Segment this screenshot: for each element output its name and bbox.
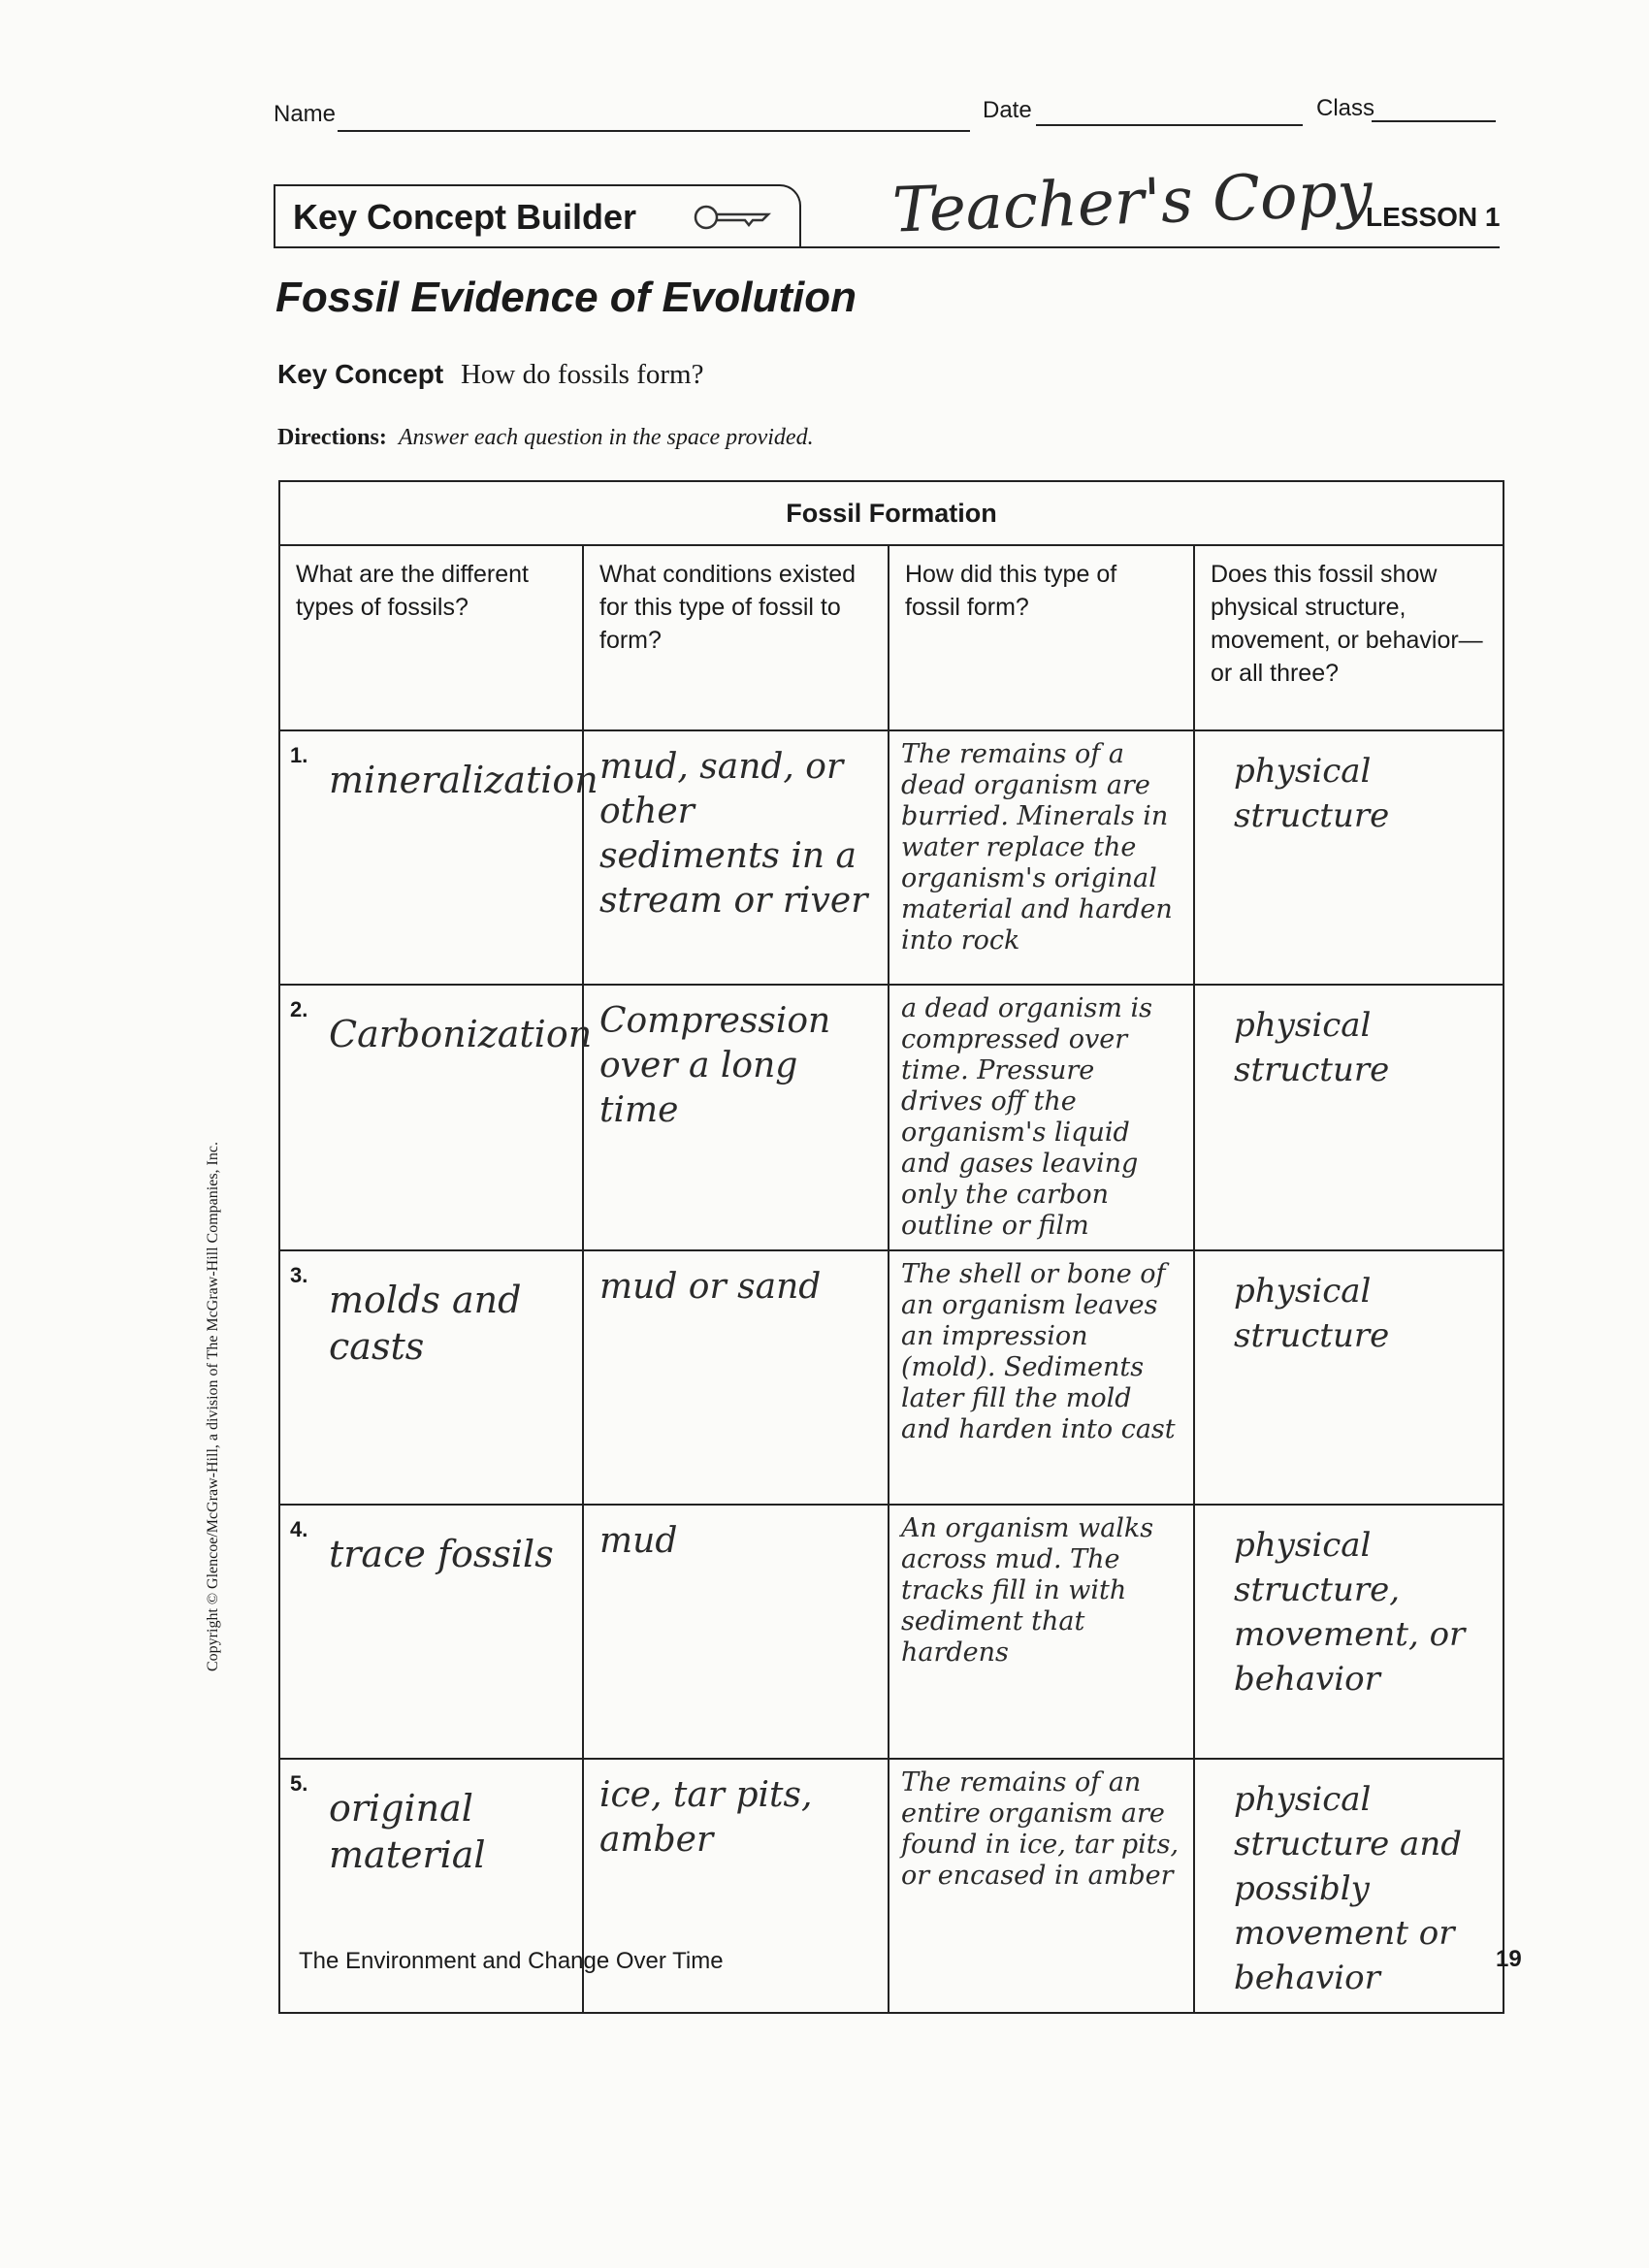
fossil-type-answer: molds and casts	[329, 1279, 522, 1368]
how-formed-answer: a dead organism is compressed over time. Pressure drives off the organism's liquid and gases leaving only the carbon outline or film	[901, 993, 1153, 1241]
class-label: Class	[1316, 95, 1375, 121]
column-header-conditions: What conditions existed for this type of fossil to form?	[583, 545, 889, 730]
table-row	[279, 1505, 1504, 1759]
how-formed-cell[interactable]	[889, 1759, 1194, 2013]
how-formed-answer: The remains of a dead organism are burried. Minerals in water replace the organism's original material and harden into rock	[901, 739, 1173, 956]
teacher-copy-note: Teacher's Copy	[890, 158, 1374, 247]
row-number: 3.	[290, 1263, 308, 1287]
column-header-shows: Does this fossil show physical structure, movement, or behavior—or all three?	[1194, 545, 1504, 730]
key-icon	[693, 198, 774, 242]
table-title: Fossil Formation	[279, 481, 1504, 545]
table-row	[279, 730, 1504, 985]
row-number: 2.	[290, 997, 308, 1021]
shows-answer: physical structure	[1234, 752, 1390, 835]
conditions-answer: Compression over a long time	[599, 1001, 831, 1130]
fossil-type-answer: trace fossils	[329, 1533, 554, 1575]
shows-cell[interactable]	[1194, 1759, 1504, 2013]
column-header-types: What are the different types of fossils?	[279, 545, 583, 730]
page-title: Fossil Evidence of Evolution	[275, 274, 857, 321]
how-formed-answer: An organism walks across mud. The tracks fill in with sediment that hardens	[901, 1513, 1154, 1668]
fossil-type-answer: original material	[329, 1787, 486, 1876]
how-formed-cell[interactable]	[889, 1250, 1194, 1505]
date-label: Date	[983, 97, 1032, 123]
directions-text: Answer each question in the space provided.	[398, 425, 814, 450]
shows-answer: physical structure and possibly movement or behavior	[1234, 1780, 1462, 1997]
key-concept	[277, 359, 703, 391]
conditions-answer: mud, sand, or other sediments in a stream or river	[599, 747, 868, 921]
row-number: 5.	[290, 1771, 308, 1796]
how-formed-cell[interactable]	[889, 985, 1194, 1250]
footer-unit-title: The Environment and Change Over Time	[299, 1948, 724, 1974]
row-number: 1.	[290, 743, 308, 767]
builder-label: Key Concept Builder	[293, 197, 637, 237]
conditions-cell[interactable]	[583, 730, 889, 985]
directions-label: Directions:	[277, 425, 387, 450]
name-field[interactable]	[338, 130, 970, 132]
date-field[interactable]	[1036, 124, 1303, 126]
table-row	[279, 1250, 1504, 1505]
fossil-type-cell[interactable]	[279, 730, 598, 985]
conditions-cell[interactable]	[583, 985, 889, 1250]
row-number: 4.	[290, 1517, 308, 1541]
name-label: Name	[274, 101, 337, 127]
how-formed-answer: The shell or bone of an organism leaves an impression (mold). Sediments later fill the mold and harden into cast	[901, 1259, 1176, 1444]
conditions-cell[interactable]	[583, 1505, 889, 1759]
key-concept-label: Key Concept	[277, 359, 444, 389]
fossil-type-cell[interactable]	[279, 1250, 583, 1505]
table-row	[279, 985, 1504, 1250]
shows-cell[interactable]	[1194, 1250, 1504, 1505]
shows-cell[interactable]	[1194, 985, 1504, 1250]
fossil-type-cell[interactable]	[279, 1505, 583, 1759]
shows-answer: physical structure	[1234, 1006, 1390, 1089]
fossil-formation-table	[278, 480, 1504, 2014]
conditions-answer: ice, tar pits, amber	[599, 1775, 813, 1860]
fossil-type-cell[interactable]	[279, 985, 593, 1250]
key-concept-text: How do fossils form?	[460, 359, 704, 390]
copyright-notice: Copyright © Glencoe/McGraw-Hill, a division of The McGraw-Hill Companies, Inc.	[205, 1142, 221, 1671]
page-number: 19	[1496, 1946, 1522, 1972]
shows-cell[interactable]	[1194, 730, 1504, 985]
conditions-answer: mud or sand	[599, 1267, 822, 1307]
column-header-how: How did this type of fossil form?	[889, 545, 1194, 730]
conditions-cell[interactable]	[583, 1250, 889, 1505]
lesson-label: LESSON 1	[1366, 202, 1501, 232]
directions	[277, 425, 814, 451]
fossil-type-answer: Carbonization	[329, 1013, 593, 1055]
how-formed-answer: The remains of an entire organism are found in ice, tar pits, or encased in amber	[901, 1767, 1180, 1891]
class-field[interactable]	[1372, 120, 1496, 122]
shows-answer: physical structure, movement, or behavior	[1234, 1526, 1466, 1699]
header-rule	[275, 246, 1500, 248]
fossil-type-answer: mineralization	[329, 759, 598, 801]
shows-cell[interactable]	[1194, 1505, 1504, 1759]
shows-answer: physical structure	[1234, 1272, 1390, 1355]
how-formed-cell[interactable]	[889, 1505, 1194, 1759]
how-formed-cell[interactable]	[889, 730, 1194, 985]
conditions-answer: mud	[599, 1521, 678, 1561]
